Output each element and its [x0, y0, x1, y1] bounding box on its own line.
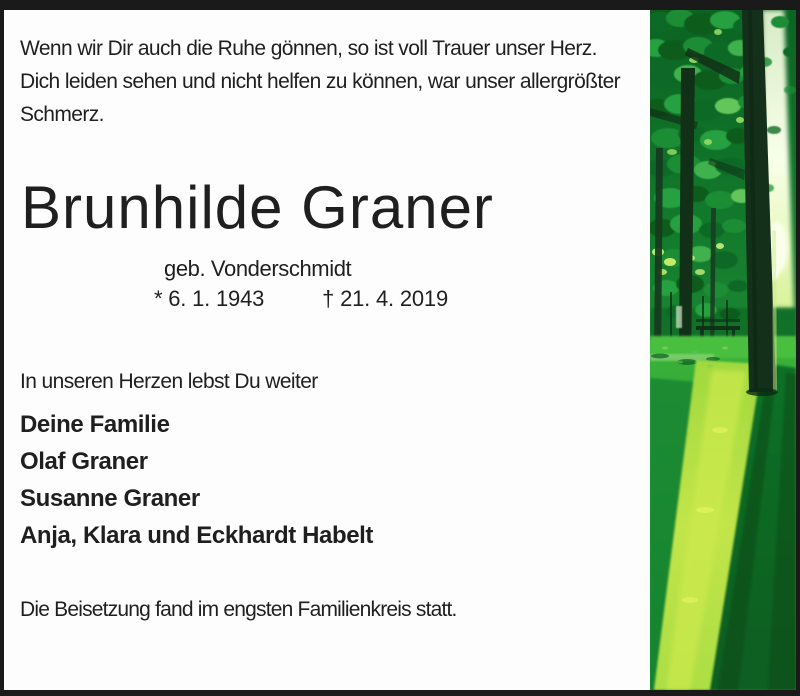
mourner-line: Anja, Klara und Eckhardt Habelt: [20, 522, 374, 549]
epigraph-line: Wenn wir Dir auch die Ruhe gönnen, so ist voll Trauer unser Herz.: [20, 37, 597, 60]
death-date: † 21. 4. 2019: [322, 286, 448, 311]
epigraph: [20, 32, 620, 131]
birth-date: * 6. 1. 1943: [154, 286, 265, 311]
epigraph-line: Dich leiden sehen und nicht helfen zu können, war unser allergrößter: [20, 70, 621, 93]
park-photo: [650, 10, 796, 690]
mourner-line: Olaf Graner: [20, 448, 148, 475]
life-dates: [154, 286, 448, 312]
maiden-name: geb. Vonderschmidt: [164, 256, 352, 281]
mourners-list: [20, 406, 373, 554]
closing-line: Die Beisetzung fand im engsten Familienkreis statt.: [20, 598, 457, 621]
remembrance-line: In unseren Herzen lebst Du weiter: [20, 370, 318, 393]
deceased-name: Brunhilde Graner: [21, 174, 494, 241]
mourner-line: Susanne Graner: [20, 485, 200, 512]
distant-statue: [676, 306, 682, 328]
mourner-line: Deine Familie: [20, 411, 170, 438]
epigraph-line: Schmerz.: [20, 103, 104, 126]
